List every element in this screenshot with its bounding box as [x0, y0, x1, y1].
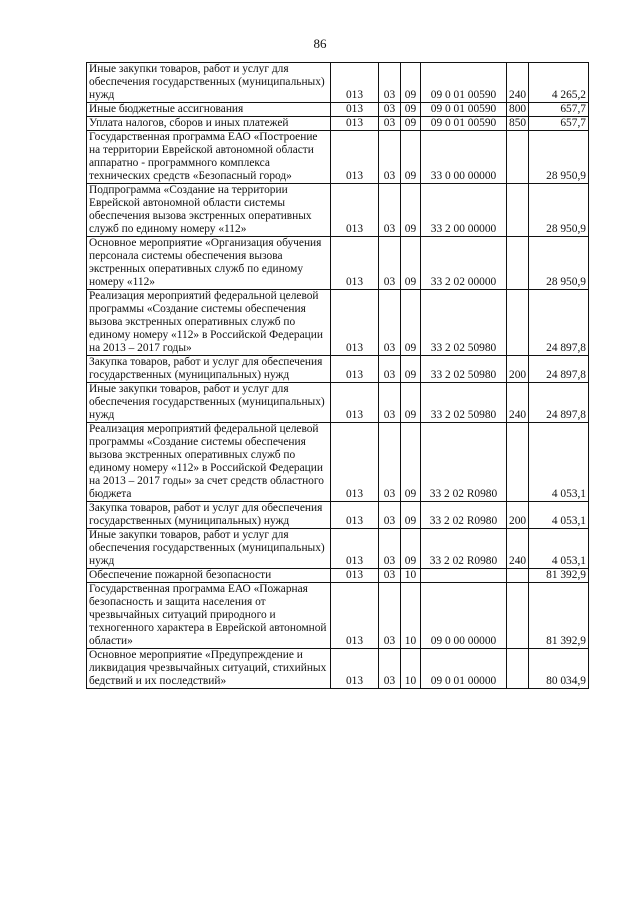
amount-cell: 81 392,9 [529, 583, 589, 649]
section-code-cell: 03 [379, 569, 401, 583]
row-name-cell: Основное мероприятие «Предупреждение и ликвидация чрезвычайных ситуаций, стихийных бедствий и их последствий» [87, 649, 331, 689]
section-code-cell: 03 [379, 529, 401, 569]
subsection-code-cell: 10 [401, 583, 421, 649]
expense-type-cell: 800 [507, 103, 529, 117]
subsection-code-cell: 09 [401, 184, 421, 237]
target-article-cell: 33 2 02 R0980 [421, 529, 507, 569]
target-article-cell: 33 2 02 R0980 [421, 423, 507, 502]
target-article-cell: 33 2 02 00000 [421, 237, 507, 290]
table-row [87, 383, 589, 423]
expense-type-cell: 240 [507, 63, 529, 103]
target-article-cell: 33 2 02 R0980 [421, 502, 507, 529]
row-name-cell: Иные закупки товаров, работ и услуг для обеспечения государственных (муниципальных) нужд [87, 63, 331, 103]
section-code-cell: 03 [379, 649, 401, 689]
subsection-code-cell: 09 [401, 502, 421, 529]
amount-cell: 4 053,1 [529, 529, 589, 569]
amount-cell: 4 053,1 [529, 423, 589, 502]
amount-cell: 4 053,1 [529, 502, 589, 529]
subsection-code-cell: 10 [401, 569, 421, 583]
subsection-code-cell: 10 [401, 649, 421, 689]
target-article-cell: 09 0 01 00000 [421, 649, 507, 689]
target-article-cell: 33 2 02 50980 [421, 383, 507, 423]
subsection-code-cell: 09 [401, 423, 421, 502]
ved-code-cell: 013 [331, 529, 379, 569]
target-article-cell: 09 0 00 00000 [421, 583, 507, 649]
target-article-cell: 09 0 01 00590 [421, 63, 507, 103]
row-name-cell: Уплата налогов, сборов и иных платежей [87, 117, 331, 131]
subsection-code-cell: 09 [401, 529, 421, 569]
target-article-cell: 09 0 01 00590 [421, 103, 507, 117]
table-body [87, 63, 589, 689]
expense-type-cell [507, 184, 529, 237]
expense-type-cell [507, 649, 529, 689]
ved-code-cell: 013 [331, 63, 379, 103]
target-article-cell: 09 0 01 00590 [421, 117, 507, 131]
ved-code-cell: 013 [331, 569, 379, 583]
amount-cell: 24 897,8 [529, 290, 589, 356]
subsection-code-cell: 09 [401, 290, 421, 356]
page-number: 86 [313, 36, 327, 51]
row-name-cell: Реализация мероприятий федеральной целевой программы «Создание системы обеспечения вызова экстренных оперативных служб по единому номеру «112» в Российской Федерации на 2013 – 2017 годы» за счет средств областного бюджета [87, 423, 331, 502]
table-row [87, 290, 589, 356]
amount-cell: 28 950,9 [529, 237, 589, 290]
ved-code-cell: 013 [331, 131, 379, 184]
subsection-code-cell: 09 [401, 131, 421, 184]
ved-code-cell: 013 [331, 356, 379, 383]
table-row [87, 569, 589, 583]
row-name-cell: Основное мероприятие «Организация обучения персонала системы обеспечения вызова экстренных оперативных служб по единому номеру «112» [87, 237, 331, 290]
section-code-cell: 03 [379, 103, 401, 117]
section-code-cell: 03 [379, 131, 401, 184]
table-row [87, 117, 589, 131]
ved-code-cell: 013 [331, 117, 379, 131]
subsection-code-cell: 09 [401, 237, 421, 290]
target-article-cell: 33 2 02 50980 [421, 290, 507, 356]
amount-cell: 28 950,9 [529, 131, 589, 184]
expense-type-cell [507, 237, 529, 290]
target-article-cell: 33 2 00 00000 [421, 184, 507, 237]
table-row [87, 184, 589, 237]
amount-cell: 4 265,2 [529, 63, 589, 103]
table-row [87, 63, 589, 103]
amount-cell: 80 034,9 [529, 649, 589, 689]
expense-type-cell: 200 [507, 356, 529, 383]
ved-code-cell: 013 [331, 502, 379, 529]
row-name-cell: Иные бюджетные ассигнования [87, 103, 331, 117]
table-row [87, 103, 589, 117]
table-row [87, 529, 589, 569]
row-name-cell: Иные закупки товаров, работ и услуг для обеспечения государственных (муниципальных) нужд [87, 383, 331, 423]
subsection-code-cell: 09 [401, 356, 421, 383]
table-row [87, 583, 589, 649]
expense-type-cell: 850 [507, 117, 529, 131]
expense-type-cell: 240 [507, 529, 529, 569]
expense-type-cell [507, 131, 529, 184]
expense-type-cell: 200 [507, 502, 529, 529]
ved-code-cell: 013 [331, 583, 379, 649]
row-name-cell: Реализация мероприятий федеральной целевой программы «Создание системы обеспечения вызова экстренных оперативных служб по единому номеру «112» в Российской Федерации на 2013 – 2017 годы» [87, 290, 331, 356]
row-name-cell: Государственная программа ЕАО «Пожарная безопасность и защита населения от чрезвычайных ситуаций природного и техногенного характера в Еврейской автономной области» [87, 583, 331, 649]
ved-code-cell: 013 [331, 237, 379, 290]
row-name-cell: Закупка товаров, работ и услуг для обеспечения государственных (муниципальных) нужд [87, 356, 331, 383]
ved-code-cell: 013 [331, 103, 379, 117]
expense-type-cell: 240 [507, 383, 529, 423]
table-row [87, 237, 589, 290]
section-code-cell: 03 [379, 423, 401, 502]
ved-code-cell: 013 [331, 649, 379, 689]
section-code-cell: 03 [379, 383, 401, 423]
section-code-cell: 03 [379, 502, 401, 529]
expense-type-cell [507, 569, 529, 583]
expense-type-cell [507, 290, 529, 356]
subsection-code-cell: 09 [401, 103, 421, 117]
amount-cell: 24 897,8 [529, 356, 589, 383]
ved-code-cell: 013 [331, 383, 379, 423]
section-code-cell: 03 [379, 117, 401, 131]
amount-cell: 657,7 [529, 117, 589, 131]
section-code-cell: 03 [379, 237, 401, 290]
amount-cell: 24 897,8 [529, 383, 589, 423]
table-row [87, 649, 589, 689]
ved-code-cell: 013 [331, 290, 379, 356]
section-code-cell: 03 [379, 356, 401, 383]
expense-type-cell [507, 423, 529, 502]
row-name-cell: Обеспечение пожарной безопасности [87, 569, 331, 583]
subsection-code-cell: 09 [401, 383, 421, 423]
table-row [87, 423, 589, 502]
section-code-cell: 03 [379, 63, 401, 103]
budget-table [86, 62, 589, 689]
target-article-cell: 33 2 02 50980 [421, 356, 507, 383]
row-name-cell: Государственная программа ЕАО «Построение на территории Еврейской автономной области аппаратно - программного комплекса технических средств «Безопасный город» [87, 131, 331, 184]
section-code-cell: 03 [379, 583, 401, 649]
table-row [87, 356, 589, 383]
row-name-cell: Подпрограмма «Создание на территории Еврейской автономной области системы обеспечения вызова экстренных оперативных служб по единому номеру «112» [87, 184, 331, 237]
section-code-cell: 03 [379, 290, 401, 356]
subsection-code-cell: 09 [401, 117, 421, 131]
amount-cell: 81 392,9 [529, 569, 589, 583]
target-article-cell: 33 0 00 00000 [421, 131, 507, 184]
amount-cell: 657,7 [529, 103, 589, 117]
target-article-cell [421, 569, 507, 583]
ved-code-cell: 013 [331, 184, 379, 237]
table-row [87, 131, 589, 184]
row-name-cell: Иные закупки товаров, работ и услуг для обеспечения государственных (муниципальных) нужд [87, 529, 331, 569]
table-row [87, 502, 589, 529]
section-code-cell: 03 [379, 184, 401, 237]
subsection-code-cell: 09 [401, 63, 421, 103]
row-name-cell: Закупка товаров, работ и услуг для обеспечения государственных (муниципальных) нужд [87, 502, 331, 529]
ved-code-cell: 013 [331, 423, 379, 502]
amount-cell: 28 950,9 [529, 184, 589, 237]
expense-type-cell [507, 583, 529, 649]
